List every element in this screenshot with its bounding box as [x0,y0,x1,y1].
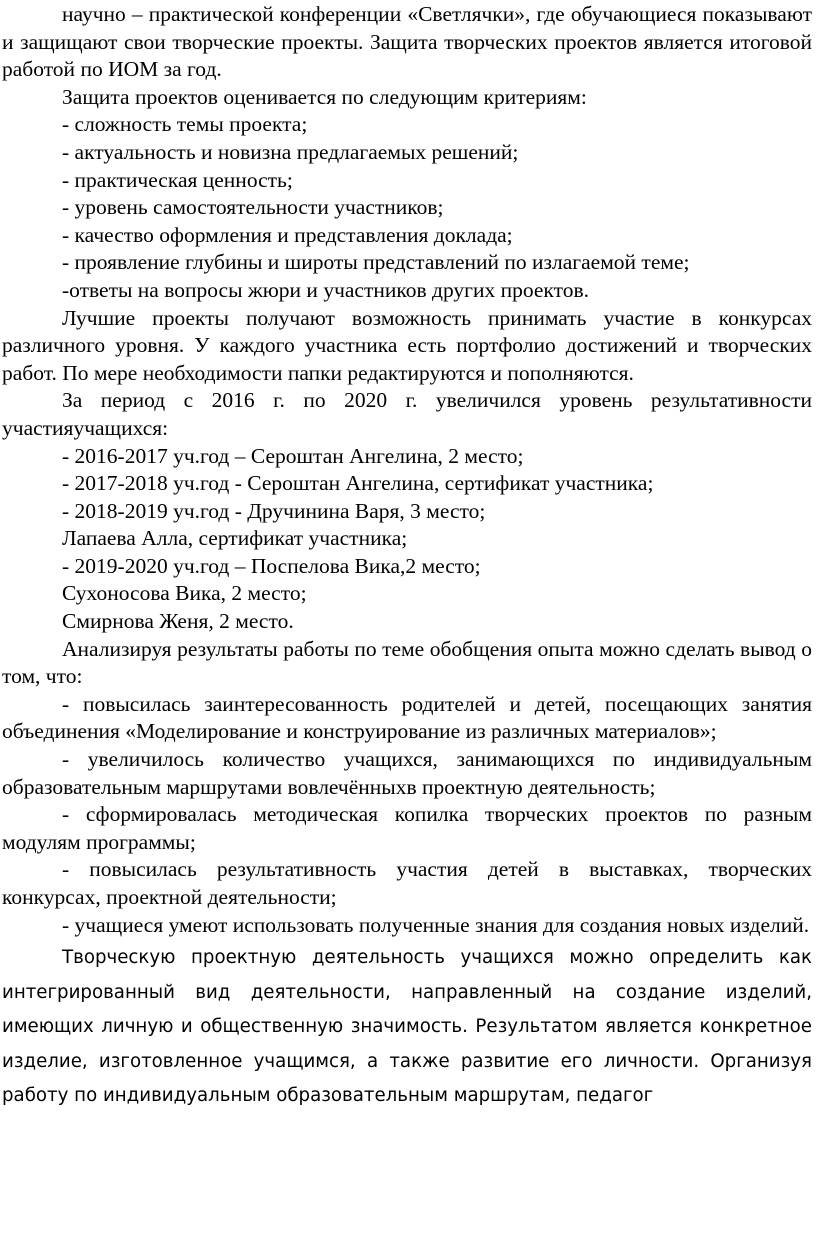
paragraph-results-period: За период с 2016 г. по 2020 г. увеличился уровень результативности участияучащихся: [2,388,812,440]
conclusion-item: - повысилась результативность участия детей в выставках, творческих конкурсах, проектной деятельности; [2,857,812,909]
criteria-intro: Защита проектов оценивается по следующим критериям: [62,84,587,109]
criteria-item: - сложность темы проекта; [62,112,308,137]
criteria-item: - актуальность и новизна предлагаемых решений; [62,139,519,164]
criteria-item: - уровень самостоятельности участников; [62,195,444,220]
conclusion-item: - учащиеся умеют использовать полученные знания для создания новых изделий. [62,912,810,937]
results-item: - 2018-2019 уч.год - Дручинина Варя, 3 место; [62,498,486,523]
results-item: - 2016-2017 уч.год – Сероштан Ангелина, 2 место; [62,443,524,468]
criteria-item: -ответы на вопросы жюри и участников других проектов. [62,277,589,302]
criteria-item: - практическая ценность; [62,167,293,192]
results-item: - 2019-2020 уч.год – Поспелова Вика,2 место; [62,553,481,578]
criteria-item: - качество оформления и представления доклада; [62,222,513,247]
paragraph-best-projects: Лучшие проекты получают возможность принимать участие в конкурсах различного уровня. У каждого участника есть портфолио достижений и творческих работ. По мере необходимости папки редактируются и пополняются. [2,305,812,385]
results-item: Смирнова Женя, 2 место. [62,609,294,634]
results-item: Сухоносова Вика, 2 место; [62,581,307,606]
criteria-item: - проявление глубины и широты представлений по излагаемой теме; [62,250,690,275]
conclusion-item: - повысилась заинтересованность родителей и детей, посещающих занятия объединения «Моделирование и конструирование из различных материалов»; [2,691,812,744]
paragraph-conference: научно – практической конференции «Светлячки», где обучающиеся показывают и защищают свои творческие проекты. Защита творческих проектов является итоговой работой по ИОМ за год. [2,2,812,82]
conclusion-item: - увеличилось количество учащихся, занимающихся по индивидуальным образовательным маршрутами вовлечённыхв проектную деятельность; [2,747,812,799]
paragraph-project-activity: Творческую проектную деятельность учащихся можно определить как интегрированный вид деятельности, направленный на создание изделий, имеющих личную и общественную значимость. Результатом является конкретное изделие, изготовленное учащимся, а также развитие его личности. Организуя работу по индивидуальным образовательным маршрутам, педагог [2,947,812,1107]
results-item: Лапаева Алла, сертификат участника; [62,526,408,551]
paragraph-analysis: Анализируя результаты работы по теме обобщения опыта можно сделать вывод о том, что: [2,636,812,689]
results-item: - 2017-2018 уч.год - Сероштан Ангелина, сертификат участника; [62,471,654,496]
conclusion-item: - сформировалась методическая копилка творческих проектов по разным модулям программы; [2,802,812,854]
